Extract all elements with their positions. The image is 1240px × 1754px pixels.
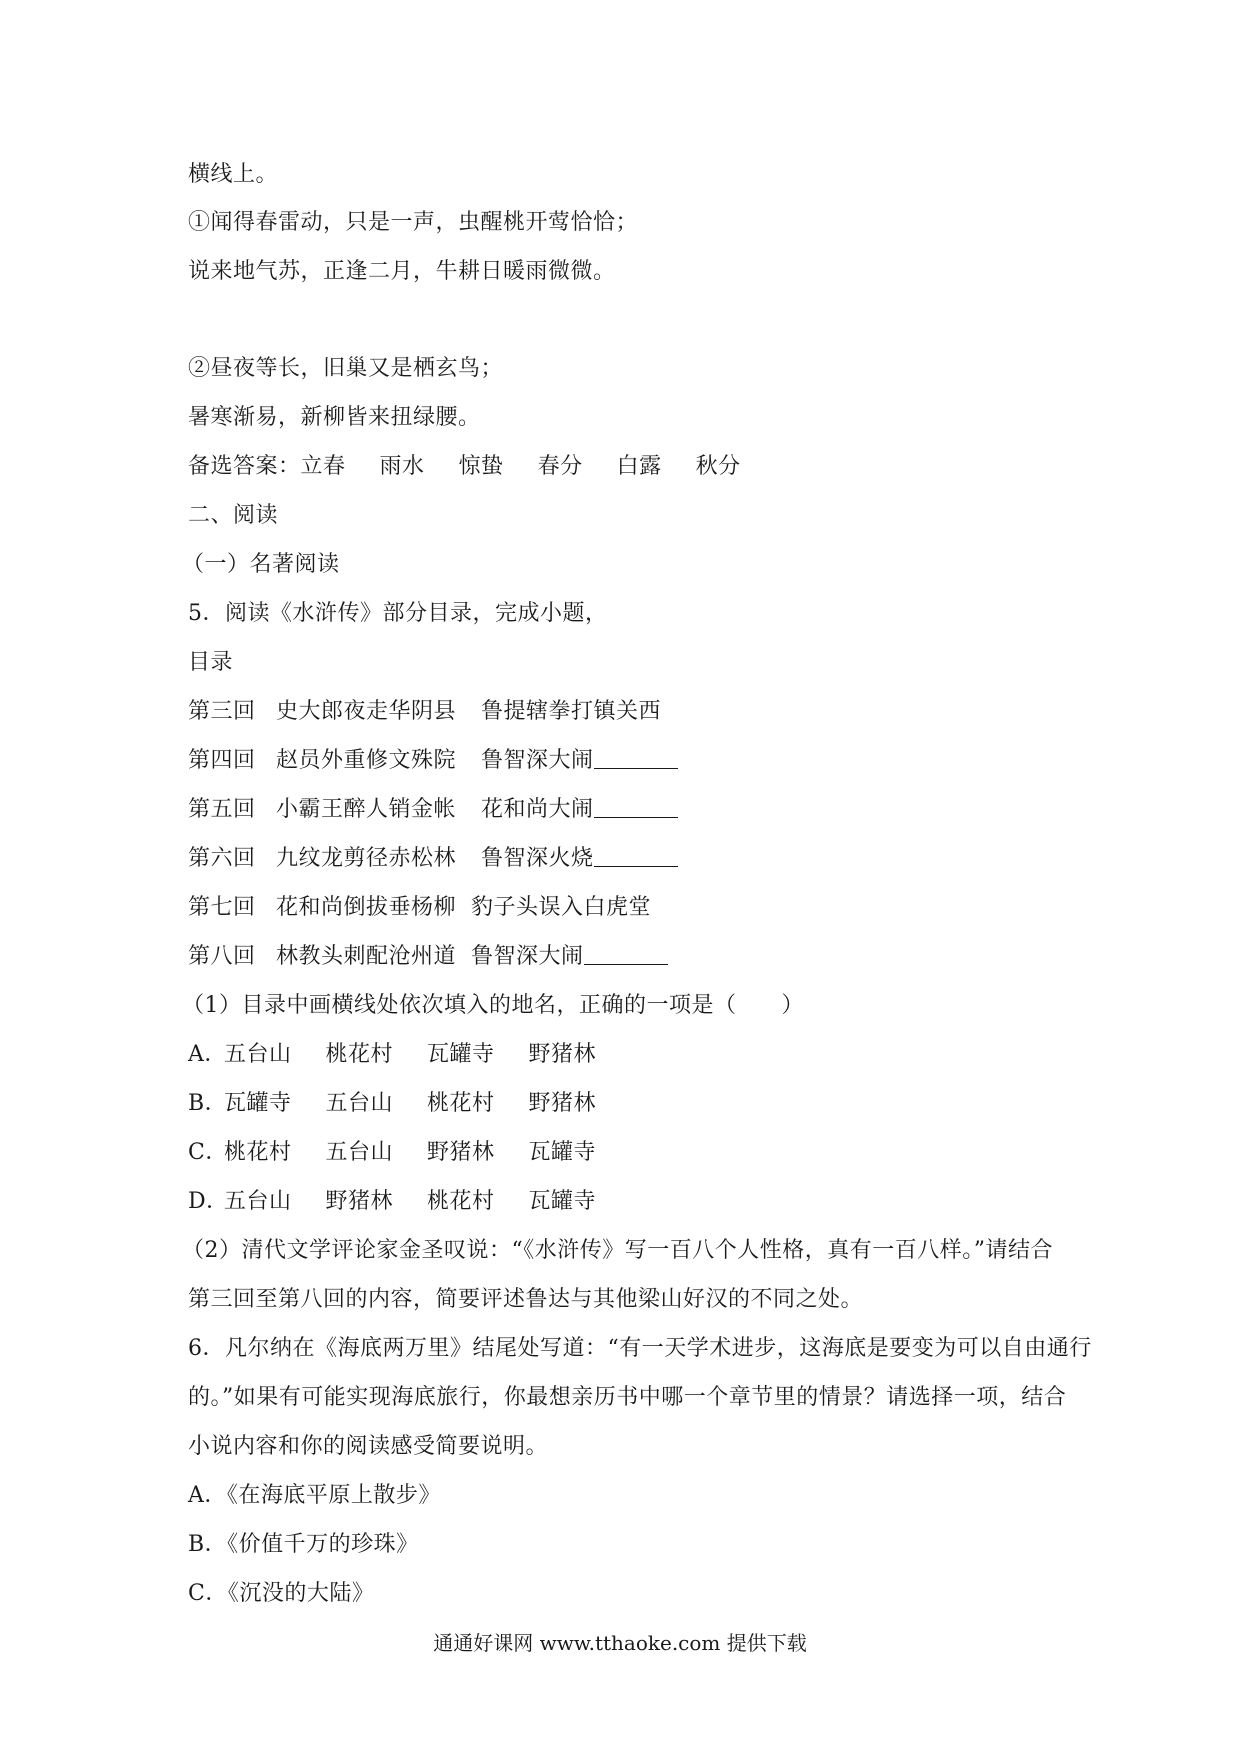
couplet-2-line-2: 暑寒渐易，新柳皆来扭绿腰。	[188, 405, 481, 430]
choice-row-a	[188, 1040, 596, 1070]
toc-title-b: 鲁提辖拳打镇关西	[481, 699, 662, 724]
choice-row-b	[188, 1089, 596, 1119]
answer-option: 春分	[537, 454, 583, 479]
toc-title-a: 花和尚倒拔垂杨柳	[276, 895, 457, 920]
choice-item: 五台山	[224, 1042, 292, 1067]
toc-title-a: 赵员外重修文殊院	[276, 748, 457, 773]
question-6-line-1: 6．凡尔纳在《海底两万里》结尾处写道：“有一天学术进步，这海底是要变为可以自由通行	[188, 1336, 1092, 1361]
subsection-heading: （一）名著阅读	[182, 552, 340, 577]
choice-item: 瓦罐寺	[528, 1140, 597, 1165]
toc-chapter: 第五回	[188, 797, 256, 822]
page-footer: 通通好课网 www.tthaoke.com 提供下载	[433, 1631, 807, 1655]
toc-row	[188, 697, 661, 727]
question-5-2-line-2: 第三回至第八回的内容，简要评述鲁达与其他梁山好汉的不同之处。	[188, 1287, 864, 1312]
toc-chapter: 第四回	[188, 748, 256, 773]
toc-row	[188, 942, 668, 972]
choice-label: B．	[188, 1091, 228, 1116]
toc-title: 目录	[188, 650, 234, 675]
choice-item: 桃花村	[224, 1140, 292, 1165]
answer-option: 惊蛰	[458, 454, 504, 479]
toc-row	[188, 795, 678, 825]
toc-title-b: 鲁智深火烧	[481, 846, 594, 871]
choice-label: C．	[188, 1140, 228, 1165]
fill-blank	[584, 942, 668, 965]
choice-row-d	[188, 1187, 596, 1217]
answer-option: 秋分	[695, 454, 741, 479]
toc-row	[188, 746, 678, 776]
answer-options-label: 备选答案：	[188, 454, 301, 479]
fill-blank	[594, 746, 678, 769]
couplet-1-line-2: 说来地气苏，正逢二月，牛耕日暖雨微微。	[188, 259, 616, 284]
question-6-line-2: 的。”如果有可能实现海底旅行，你最想亲历书中哪一个章节里的情景？请选择一项，结合	[188, 1385, 1067, 1410]
question-6-choice: C．《沉没的大陆》	[188, 1581, 375, 1606]
answer-options	[188, 452, 741, 482]
question-5-stem: 5．阅读《水浒传》部分目录，完成小题，	[188, 601, 608, 626]
choice-item: 五台山	[224, 1189, 292, 1214]
section-heading: 二、阅读	[188, 503, 279, 528]
toc-chapter: 第三回	[188, 699, 256, 724]
choice-label: D．	[188, 1189, 229, 1214]
toc-title-b: 鲁智深大闹	[471, 944, 584, 969]
answer-option: 白露	[616, 454, 662, 479]
answer-option: 立春	[300, 454, 346, 479]
toc-title-b: 鲁智深大闹	[481, 748, 594, 773]
toc-title-b: 豹子头误入白虎堂	[471, 895, 652, 920]
toc-title-a: 史大郎夜走华阴县	[276, 699, 457, 724]
choice-item: 野猪林	[325, 1189, 394, 1214]
choice-item: 野猪林	[427, 1140, 495, 1165]
question-6-choice: B．《价值千万的珍珠》	[188, 1532, 419, 1557]
question-5-1-stem: （1）目录中画横线处依次填入的地名，正确的一项是（ ）	[182, 993, 804, 1018]
question-5-2-line-1: （2）清代文学评论家金圣叹说：“《水浒传》写一百八个人性格，真有一百八样。”请结合	[182, 1238, 1053, 1263]
toc-title-a: 小霸王醉人销金帐	[276, 797, 457, 822]
toc-title-b: 花和尚大闹	[481, 797, 594, 822]
choice-item: 五台山	[325, 1091, 394, 1116]
choice-item: 瓦罐寺	[427, 1042, 495, 1067]
couplet-1-line-1: ①闻得春雷动，只是一声，虫醒桃开莺恰恰；	[188, 210, 639, 235]
answer-option: 雨水	[379, 454, 425, 479]
choice-item: 瓦罐寺	[528, 1189, 597, 1214]
choice-item: 桃花村	[427, 1091, 495, 1116]
choice-item: 瓦罐寺	[224, 1091, 292, 1116]
choice-item: 五台山	[325, 1140, 394, 1165]
fill-blank	[594, 795, 678, 818]
choice-item: 桃花村	[427, 1189, 495, 1214]
toc-chapter: 第八回	[188, 944, 256, 969]
choice-item: 野猪林	[528, 1042, 597, 1067]
couplet-2-line-1: ②昼夜等长，旧巢又是栖玄鸟；	[188, 356, 504, 381]
toc-row	[188, 893, 651, 923]
choice-label: A．	[188, 1042, 227, 1067]
text-line: 横线上。	[188, 162, 279, 187]
choice-row-c	[188, 1138, 596, 1168]
toc-chapter: 第七回	[188, 895, 256, 920]
toc-title-a: 林教头刺配沧州道	[276, 944, 457, 969]
choice-item: 桃花村	[325, 1042, 394, 1067]
question-6-choice: A．《在海底平原上散步》	[188, 1483, 441, 1508]
toc-chapter: 第六回	[188, 846, 256, 871]
fill-blank	[594, 844, 678, 867]
toc-title-a: 九纹龙剪径赤松林	[276, 846, 457, 871]
question-6-line-3: 小说内容和你的阅读感受简要说明。	[188, 1434, 549, 1459]
toc-row	[188, 844, 678, 874]
choice-item: 野猪林	[528, 1091, 597, 1116]
